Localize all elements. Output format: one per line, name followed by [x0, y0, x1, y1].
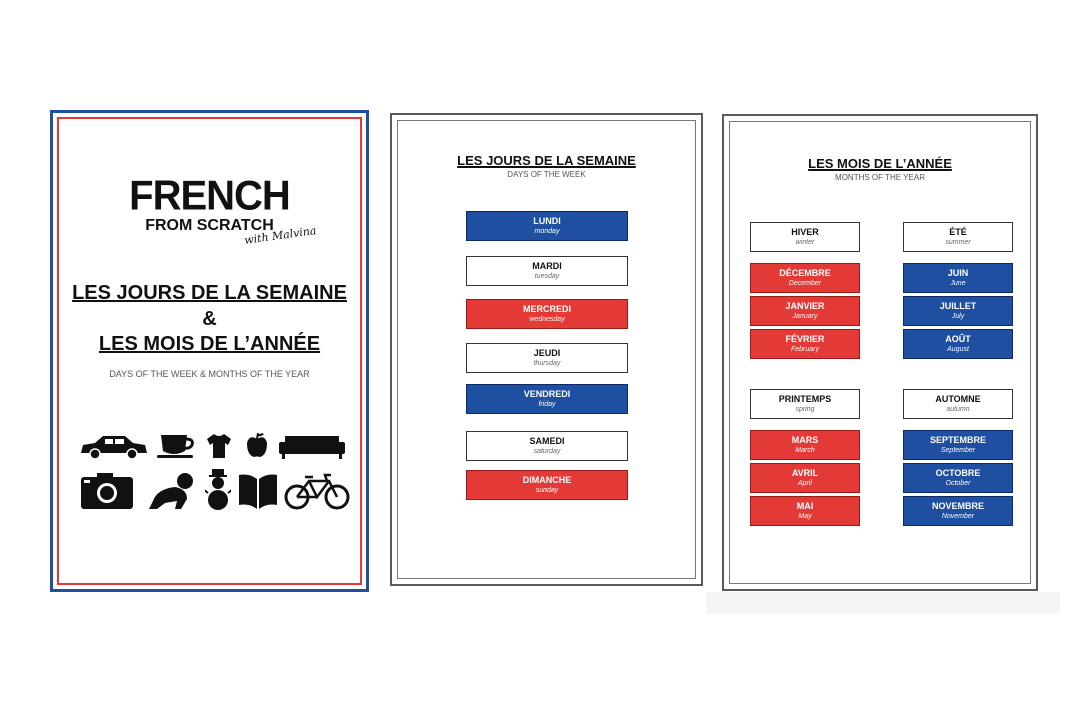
month-card-0-0-french: DÉCEMBRE: [779, 268, 831, 278]
months-page-title: LES MOIS DE L’ANNÉE: [808, 156, 952, 171]
month-card-2-0-french: MARS: [791, 435, 819, 445]
season-card-3-english: autumn: [946, 406, 970, 413]
camera-icon: [79, 471, 135, 511]
days-page-title: LES JOURS DE LA SEMAINE: [457, 153, 636, 168]
day-card-1-english: tuesday: [534, 273, 560, 280]
day-card-2: [466, 299, 628, 329]
season-card-1-french: ÉTÉ: [949, 227, 967, 237]
season-card-3: [903, 389, 1013, 419]
day-card-3-english: thursday: [533, 360, 561, 367]
month-card-0-2-french: FÉVRIER: [785, 334, 825, 344]
month-card-2-2-english: May: [798, 513, 812, 520]
month-card-1-1-french: JUILLET: [939, 301, 977, 311]
month-card-3-0-french: SEPTEMBRE: [929, 435, 986, 445]
day-card-4-english: friday: [538, 401, 556, 408]
month-card-0-0: [750, 263, 860, 293]
teacup-icon: [157, 431, 197, 461]
month-card-1-1: [903, 296, 1013, 326]
month-card-0-2: [750, 329, 860, 359]
month-card-2-2-french: MAI: [796, 501, 814, 511]
day-card-1-french: MARDI: [532, 261, 562, 271]
month-card-0-1-french: JANVIER: [785, 301, 825, 311]
season-card-2-english: spring: [795, 406, 815, 413]
day-card-5: [466, 431, 628, 461]
season-card-2-french: PRINTEMPS: [778, 394, 832, 404]
month-card-2-1-french: AVRIL: [791, 468, 819, 478]
month-card-1-0-french: JUIN: [947, 268, 969, 278]
month-card-2-1-english: April: [797, 480, 812, 487]
day-card-1: [466, 256, 628, 286]
snowman-icon: [205, 469, 231, 511]
month-card-3-2-french: NOVEMBRE: [931, 501, 984, 511]
cover-title-days: LES JOURS DE LA SEMAINE: [72, 282, 347, 304]
month-card-0-0-english: December: [788, 280, 822, 287]
day-card-0-french: LUNDI: [533, 216, 561, 226]
month-card-3-2-english: November: [941, 513, 975, 520]
page-shadow: [706, 592, 1060, 614]
month-card-3-1: [903, 463, 1013, 493]
cover-inner-frame: [57, 117, 362, 585]
months-of-year-page: [722, 114, 1038, 591]
day-card-4-french: VENDREDI: [523, 389, 571, 399]
days-of-week-page: [390, 113, 703, 586]
season-card-0: [750, 222, 860, 252]
days-page-subtitle: DAYS OF THE WEEK: [507, 170, 586, 179]
brand-signature: with Malvina: [243, 224, 318, 247]
month-card-1-0: [903, 263, 1013, 293]
day-card-6: [466, 470, 628, 500]
month-card-1-2: [903, 329, 1013, 359]
car-icon: [79, 433, 149, 461]
book-icon: [237, 471, 279, 511]
month-card-2-2: [750, 496, 860, 526]
apple-icon: [245, 431, 269, 459]
season-card-0-french: HIVER: [791, 227, 819, 237]
brand-logo-sub: FROM SCRATCH: [145, 217, 274, 234]
tshirt-icon: [205, 432, 233, 460]
month-card-2-0: [750, 430, 860, 460]
day-card-4: [466, 384, 628, 414]
month-card-0-1: [750, 296, 860, 326]
season-card-2: [750, 389, 860, 419]
day-card-0-english: monday: [534, 228, 560, 235]
day-card-3: [466, 343, 628, 373]
month-card-3-2: [903, 496, 1013, 526]
sofa-icon: [277, 432, 347, 460]
month-card-3-1-french: OCTOBRE: [935, 468, 981, 478]
baby-icon: [147, 471, 199, 511]
month-card-2-0-english: March: [795, 447, 815, 454]
month-card-1-2-english: August: [947, 346, 969, 353]
month-card-1-0-english: June: [950, 280, 966, 287]
month-card-0-2-english: February: [790, 346, 819, 353]
month-card-2-1: [750, 463, 860, 493]
day-card-5-french: SAMEDI: [529, 436, 565, 446]
brand-logo-main: FRENCH: [129, 172, 290, 220]
month-card-3-1-english: October: [945, 480, 971, 487]
cover-subtitle: DAYS OF THE WEEK & MONTHS OF THE YEAR: [109, 369, 310, 379]
cover-title-months: LES MOIS DE L’ANNÉE: [98, 333, 321, 355]
day-card-6-french: DIMANCHE: [522, 475, 572, 485]
bicycle-icon: [283, 471, 351, 511]
month-card-1-2-french: AOÛT: [945, 334, 971, 344]
season-card-3-french: AUTOMNE: [935, 394, 981, 404]
day-card-6-english: sunday: [535, 487, 559, 494]
month-card-3-0-english: September: [940, 447, 976, 454]
day-card-0: [466, 211, 628, 241]
day-card-2-english: wednesday: [529, 316, 565, 323]
cover-title-ampersand: &: [202, 308, 217, 330]
day-card-2-french: MERCREDI: [522, 304, 571, 314]
month-card-0-1-english: January: [792, 313, 818, 320]
months-page-subtitle: MONTHS OF THE YEAR: [835, 173, 925, 182]
day-card-5-english: saturday: [533, 448, 561, 455]
season-card-1: [903, 222, 1013, 252]
season-card-0-english: winter: [795, 239, 815, 246]
cover-page: [50, 110, 369, 592]
month-card-1-1-english: July: [951, 313, 965, 320]
day-card-3-french: JEUDI: [533, 348, 561, 358]
month-card-3-0: [903, 430, 1013, 460]
season-card-1-english: summer: [945, 239, 971, 246]
